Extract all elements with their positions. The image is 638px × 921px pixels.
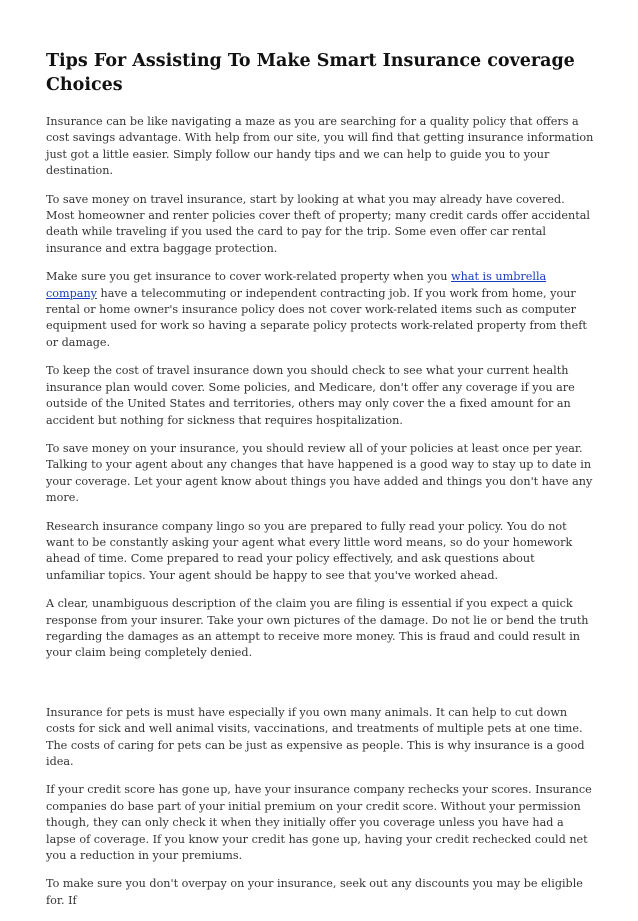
paragraph-text-after-link: have a telecommuting or independent contracting job. If you work from home, your rental or home owner's insurance policy does not cover work-related items such as computer equipment used for work so having a separate policy protects work-related property from theft or damage.: [46, 286, 587, 349]
blank-gap: [46, 674, 596, 705]
paragraph-discounts: To make sure you don't overpay on your insurance, seek out any discounts you may be eligible for. If: [46, 877, 583, 907]
paragraph-text-before-link: Make sure you get insurance to cover work-related property when you: [46, 270, 452, 284]
paragraph-travel-health: To keep the cost of travel insurance down you should check to see what your current health insurance plan would cover. Some policies, and Medicare, don't offer any coverage if you are outside of the United States and territories, others may only cover the a fixed amount for an accident but nothing for sickness that requires hospitalization.: [46, 364, 575, 427]
document-title: Tips For Assisting To Make Smart Insurance coverage Choices: [46, 51, 575, 95]
umbrella-company-link[interactable]: what is umbrella company: [46, 270, 547, 300]
paragraph-claim: A clear, unambiguous description of the claim you are filing is essential if you expect a quick response from your insurer. Take your own pictures of the damage. Do not lie or bend the truth regarding the damages as an attempt to receive more money. This is fraud and could result in your claim being completely denied.: [46, 597, 589, 660]
paragraph-lingo: Research insurance company lingo so you are prepared to fully read your policy. You do not want to be constantly asking your agent what every little word means, so do your homework ahead of time. Come prepared to read your policy effectively, and ask questions about unfamiliar topics. Your agent should be happy to see that you've worked ahead.: [46, 519, 573, 582]
paragraph-credit-score: If your credit score has gone up, have your insurance company rechecks your scores. Insurance companies do base part of your initial premium on your credit score. Without your permission though, they can only check it when they initially offer you coverage unless you have had a lapse of coverage. If you know your credit has gone up, having your credit rechecked could net you a reduction in your premiums.: [46, 783, 592, 863]
paragraph-review-policies: To save money on your insurance, you should review all of your policies at least once per year. Talking to your agent about any changes that have happened is a good way to stay up to date in your coverage. Let your agent know about things you have added and things you don't have any more.: [46, 441, 593, 505]
document-page: [46, 49, 596, 921]
paragraph-intro: Insurance can be like navigating a maze as you are searching for a quality policy that offers a cost savings advantage. With help from our site, you will find that getting insurance information just got a little easier. Simply follow our handy tips and we can help to guide you to your destination.: [46, 115, 594, 178]
paragraph-travel-coverage: To save money on travel insurance, start by looking at what you may already have covered. Most homeowner and renter policies cover theft of property; many credit cards offer accidental death while traveling if you used the card to pay for the trip. Some even offer car rental insurance and extra baggage protection.: [46, 192, 590, 255]
paragraph-work-property: [46, 269, 596, 351]
paragraph-pets: Insurance for pets is must have especially if you own many animals. It can help to cut down costs for sick and well animal visits, vaccinations, and treatments of multiple pets at one time. The costs of caring for pets can be just as expensive as people. This is why insurance is a good idea.: [46, 705, 585, 768]
